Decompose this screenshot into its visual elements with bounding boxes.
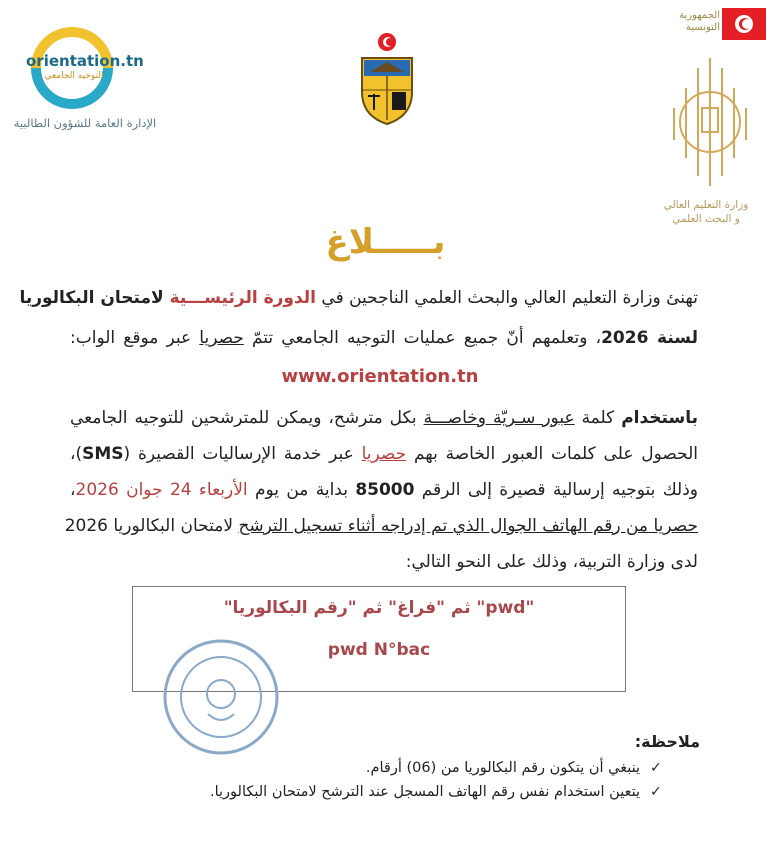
body-line-5: وذلك بتوجيه إرسالية قصيرة إلى الرقم 85000 بداية من يوم الأربعاء 24 جوان 2026، (70, 480, 699, 500)
orientation-logo-subtext: التوجيه الجامعي (44, 71, 104, 81)
notes-title: ملاحظة: (634, 732, 700, 751)
sms-format-code: pwd N°bac (327, 640, 431, 660)
check-icon: ✓ (650, 760, 662, 776)
tunisia-coat-of-arms-icon (356, 30, 418, 126)
sms-format-description: "pwd" ثم "فراغ" ثم "رقم البكالوريا" (223, 598, 535, 618)
orientation-logo-text: orientation.tn (26, 52, 144, 70)
tunisia-flag-icon (722, 8, 766, 40)
body-line-4: الحصول على كلمات العبور الخاصة بهم حصريا عبر خدمة الإرساليات القصيرة (SMS)، (70, 444, 699, 464)
body-line-2: لسنة 2026، وتعلمهم أنّ جميع عمليات التوجيه الجامعي تتمّ حصريا عبر موقع الواب: (70, 328, 698, 348)
check-icon: ✓ (650, 784, 662, 800)
body-line-1: تهنئ وزارة التعليم العالي والبحث العلمي الناجحين في الدورة الرئيســـية لامتحان البكالوريا (19, 288, 698, 308)
page-title: بـــــلاغ (325, 222, 446, 262)
portal-caption: الإدارة العامة للشؤون الطالبية (13, 116, 157, 130)
ministry-stamp-icon (160, 636, 282, 758)
body-line-6: حصريا من رقم الهاتف الجوال الذي تم إدراجه أثناء تسجيل الترشح لامتحان البكالوريا 2026 (64, 516, 698, 536)
ministry-emblem-icon (658, 48, 762, 196)
ministry-name: وزارة التعليم العالي و البحث العلمي (663, 199, 749, 225)
website-link[interactable]: www.orientation.tn (281, 366, 479, 387)
body-line-7: لدى وزارة التربية، وذلك على النحو التالي: (405, 552, 698, 572)
note-item-1: ينبغي أن يتكون رقم البكالوريا من (06) أرقام. (365, 760, 640, 776)
republic-text: الجمهورية التونسية (679, 10, 720, 33)
body-line-3: باستخدام كلمة عبور سـريّة وخاصـــة بكل مترشح، ويمكن للمترشحين للتوجيه الجامعي (70, 408, 698, 428)
note-item-2: يتعين استخدام نفس رقم الهاتف المسجل عند الترشح لامتحان البكالوريا. (209, 784, 640, 800)
